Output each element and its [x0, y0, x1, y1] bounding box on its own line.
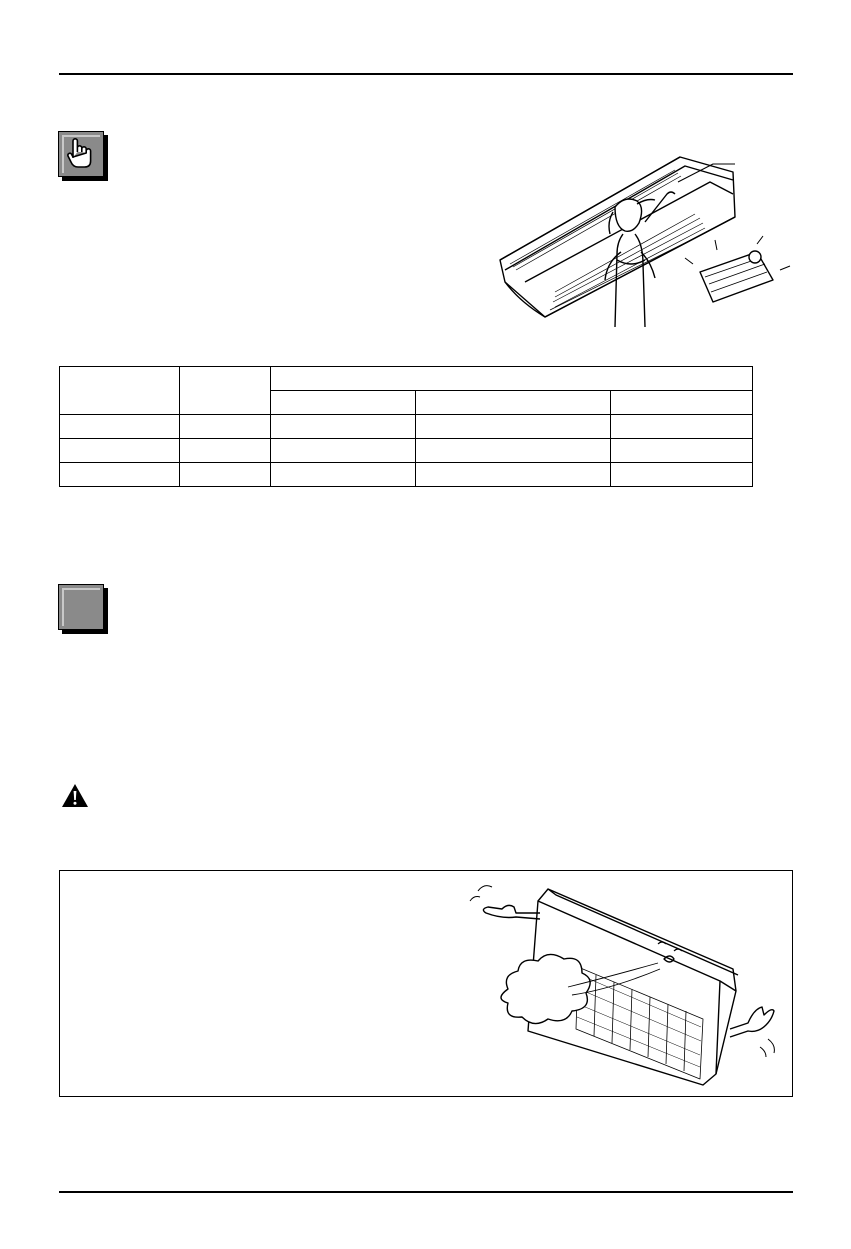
table-cell — [611, 391, 753, 415]
table-header-row — [60, 367, 753, 391]
table-cell — [611, 439, 753, 463]
table-cell — [271, 367, 753, 391]
table-cell — [271, 415, 416, 439]
section-badge — [58, 584, 104, 630]
table-row — [60, 439, 753, 463]
warning-triangle-icon — [61, 783, 89, 808]
table-cell — [60, 463, 180, 487]
table-cell — [60, 439, 180, 463]
table-cell — [60, 415, 180, 439]
spec-table — [59, 366, 753, 487]
table-cell — [180, 463, 271, 487]
table-cell — [271, 463, 416, 487]
table-cell — [180, 439, 271, 463]
footer-rule — [59, 1191, 793, 1193]
table-cell — [271, 439, 416, 463]
ceiling-unit-cleaning-illustration — [495, 152, 795, 327]
table-cell — [60, 367, 180, 415]
table-cell — [180, 415, 271, 439]
caution-box — [59, 870, 793, 1097]
pointing-hand-icon — [58, 131, 104, 177]
table-cell — [416, 463, 611, 487]
table-cell — [416, 439, 611, 463]
table-cell — [416, 415, 611, 439]
header-rule — [59, 73, 793, 75]
table-cell — [611, 415, 753, 439]
table-cell — [611, 463, 753, 487]
unit-cartoon-illustration — [468, 879, 788, 1094]
table-cell — [416, 391, 611, 415]
table-row — [60, 463, 753, 487]
table-row — [60, 415, 753, 439]
table-cell — [271, 391, 416, 415]
table-cell — [180, 367, 271, 415]
note-badge — [58, 131, 104, 177]
